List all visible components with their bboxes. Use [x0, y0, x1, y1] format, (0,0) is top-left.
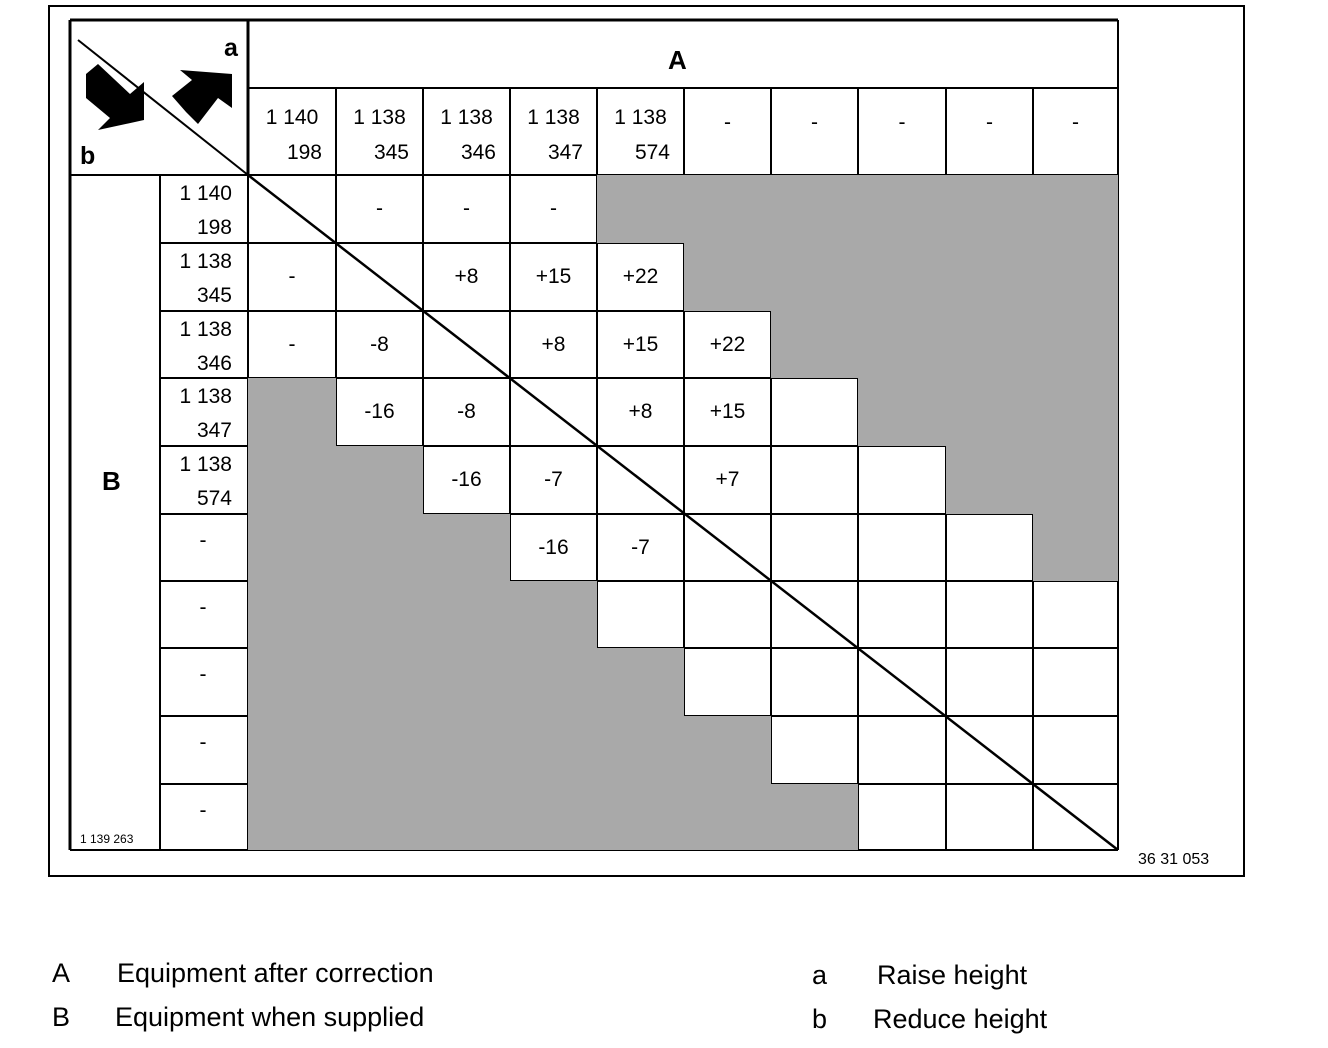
matrix-value: +22 — [622, 265, 659, 288]
matrix-cell — [248, 581, 336, 648]
matrix-cell — [1033, 716, 1118, 784]
matrix-value: -8 — [457, 400, 476, 423]
matrix-cell — [336, 648, 423, 716]
matrix-cell — [771, 175, 858, 243]
legend-text-A: Equipment after correction — [117, 958, 434, 988]
matrix-cell — [1033, 378, 1118, 446]
matrix-cell — [1033, 175, 1118, 243]
matrix-cell — [771, 514, 858, 581]
matrix-value: +8 — [541, 332, 566, 356]
column-header-line1: - — [986, 111, 993, 134]
column-header-line1: 1 138 — [527, 106, 580, 129]
matrix-value: - — [376, 197, 383, 220]
matrix-cell — [1033, 648, 1118, 716]
matrix-cell — [771, 311, 858, 378]
matrix-cell — [858, 784, 946, 850]
matrix-value: -7 — [631, 535, 650, 559]
row-header-line1: 1 138 — [179, 318, 232, 341]
matrix-value: +22 — [709, 332, 746, 356]
matrix-cell — [597, 175, 684, 243]
header-label-B: B — [102, 466, 121, 496]
matrix-cell — [248, 648, 336, 716]
matrix-value: - — [288, 332, 296, 356]
matrix-value: - — [463, 197, 470, 220]
row-header-line1: - — [199, 799, 207, 822]
matrix-cell — [858, 446, 946, 514]
matrix-cell — [858, 243, 946, 311]
matrix-cell — [771, 243, 858, 311]
matrix-value: - — [550, 197, 557, 220]
matrix-value: -16 — [451, 468, 482, 491]
matrix-cell — [423, 784, 510, 850]
matrix-cell — [336, 784, 423, 850]
row-header-line1: - — [199, 529, 207, 552]
matrix-cell — [771, 378, 858, 446]
reference-number-right: 36 31 053 — [1138, 851, 1210, 868]
matrix-cell — [858, 716, 946, 784]
legend-text-b: Reduce height — [873, 1004, 1048, 1034]
row-header-line2: 346 — [196, 352, 232, 375]
legend-key-a: a — [812, 960, 828, 990]
column-header-line2: 345 — [373, 141, 409, 164]
matrix-cell — [1033, 311, 1118, 378]
matrix-cell — [336, 716, 423, 784]
header-label-A: A — [668, 45, 687, 75]
matrix-cell — [510, 581, 597, 648]
matrix-cell — [423, 311, 510, 378]
legend-key-B: B — [52, 1002, 71, 1032]
column-header-line2: 346 — [460, 141, 496, 164]
matrix-cell — [597, 446, 684, 514]
matrix-value: +15 — [709, 400, 746, 423]
matrix-cell — [510, 648, 597, 716]
column-header-line1: - — [724, 111, 731, 134]
matrix-cell — [248, 446, 336, 514]
row-header-line2: 198 — [196, 216, 232, 239]
matrix-value: - — [288, 265, 296, 288]
matrix-cell — [510, 716, 597, 784]
matrix-cell — [771, 784, 858, 850]
matrix-cell — [597, 581, 684, 648]
matrix-cell — [248, 784, 336, 850]
matrix-value: -7 — [544, 468, 563, 491]
matrix-cell — [684, 716, 771, 784]
row-header-line1: - — [199, 663, 207, 686]
matrix-cell — [684, 581, 771, 648]
matrix-cell — [946, 311, 1033, 378]
matrix-cell — [684, 243, 771, 311]
row-header-line1: 1 138 — [179, 453, 232, 476]
matrix-cell — [684, 648, 771, 716]
row-header-line1: 1 140 — [179, 182, 232, 205]
matrix-cell — [771, 648, 858, 716]
matrix-cell — [684, 175, 771, 243]
matrix-cell — [684, 784, 771, 850]
matrix-cell — [946, 243, 1033, 311]
matrix-cell — [858, 581, 946, 648]
row-header-line2: 347 — [196, 419, 232, 442]
matrix-cell — [858, 648, 946, 716]
column-header-line1: - — [1072, 111, 1079, 134]
matrix-value: +15 — [622, 332, 659, 356]
column-header-line1: - — [898, 111, 906, 134]
matrix-cell — [946, 175, 1033, 243]
matrix-cell — [597, 716, 684, 784]
matrix-cell — [1033, 243, 1118, 311]
matrix-cell — [336, 514, 423, 581]
matrix-cell — [946, 446, 1033, 514]
matrix-cell — [684, 514, 771, 581]
matrix-cell — [771, 581, 858, 648]
row-header-line1: 1 138 — [179, 250, 232, 273]
matrix-cell — [248, 514, 336, 581]
matrix-cell — [248, 175, 336, 243]
matrix-cell — [771, 446, 858, 514]
matrix-value: +15 — [535, 265, 572, 288]
matrix-cell — [510, 784, 597, 850]
matrix-cell — [946, 514, 1033, 581]
matrix-cell — [1033, 514, 1118, 581]
matrix-value: -8 — [370, 332, 389, 356]
column-header-line1: - — [811, 111, 818, 134]
matrix-cell — [423, 514, 510, 581]
column-header-line2: 347 — [547, 141, 583, 164]
legend-text-B: Equipment when supplied — [115, 1002, 425, 1032]
legend-key-b: b — [812, 1004, 828, 1034]
corner-label-b: b — [80, 142, 96, 170]
row-header-line1: - — [199, 731, 207, 754]
matrix-cell — [423, 581, 510, 648]
matrix-cell — [336, 446, 423, 514]
row-header-line1: 1 138 — [179, 385, 232, 408]
matrix-cell — [946, 784, 1033, 850]
matrix-cell — [858, 175, 946, 243]
matrix-cell — [336, 243, 423, 311]
legend-text-a: Raise height — [877, 960, 1028, 990]
reference-number-left: 1 139 263 — [80, 832, 134, 846]
matrix-cell — [946, 378, 1033, 446]
matrix-cell — [597, 784, 684, 850]
matrix-cell — [946, 648, 1033, 716]
column-header-line1: 1 138 — [353, 106, 406, 129]
column-header-line2: 574 — [634, 141, 670, 164]
matrix-cell — [771, 716, 858, 784]
matrix-cell — [946, 716, 1033, 784]
row-header-line2: 574 — [196, 487, 232, 510]
column-header-line1: 1 138 — [440, 106, 493, 129]
matrix-value: -16 — [538, 535, 569, 559]
matrix-cell — [248, 378, 336, 446]
corner-label-a: a — [224, 34, 238, 62]
matrix-cell — [597, 648, 684, 716]
matrix-value: -16 — [364, 400, 395, 423]
matrix-value: +8 — [628, 400, 653, 423]
matrix-cell — [946, 581, 1033, 648]
arrow-reduce-icon — [86, 64, 144, 130]
matrix-cell — [1033, 581, 1118, 648]
column-header-line1: 1 140 — [265, 106, 319, 129]
matrix-cell — [1033, 784, 1118, 850]
matrix-cell — [423, 716, 510, 784]
matrix-cell — [858, 311, 946, 378]
legend-key-A: A — [52, 958, 71, 988]
matrix-cell — [858, 378, 946, 446]
matrix-cell — [336, 581, 423, 648]
matrix-value: +7 — [715, 468, 740, 491]
column-header-line2: 198 — [286, 141, 322, 164]
matrix-cell — [248, 716, 336, 784]
matrix-cell — [858, 514, 946, 581]
matrix-cell — [1033, 446, 1118, 514]
row-header-line2: 345 — [196, 284, 232, 307]
matrix-cell — [423, 648, 510, 716]
row-header-line1: - — [199, 596, 207, 619]
column-header-line1: 1 138 — [614, 106, 667, 129]
matrix-cell — [510, 378, 597, 446]
matrix-value: +8 — [454, 265, 479, 288]
arrow-raise-icon — [172, 70, 232, 124]
